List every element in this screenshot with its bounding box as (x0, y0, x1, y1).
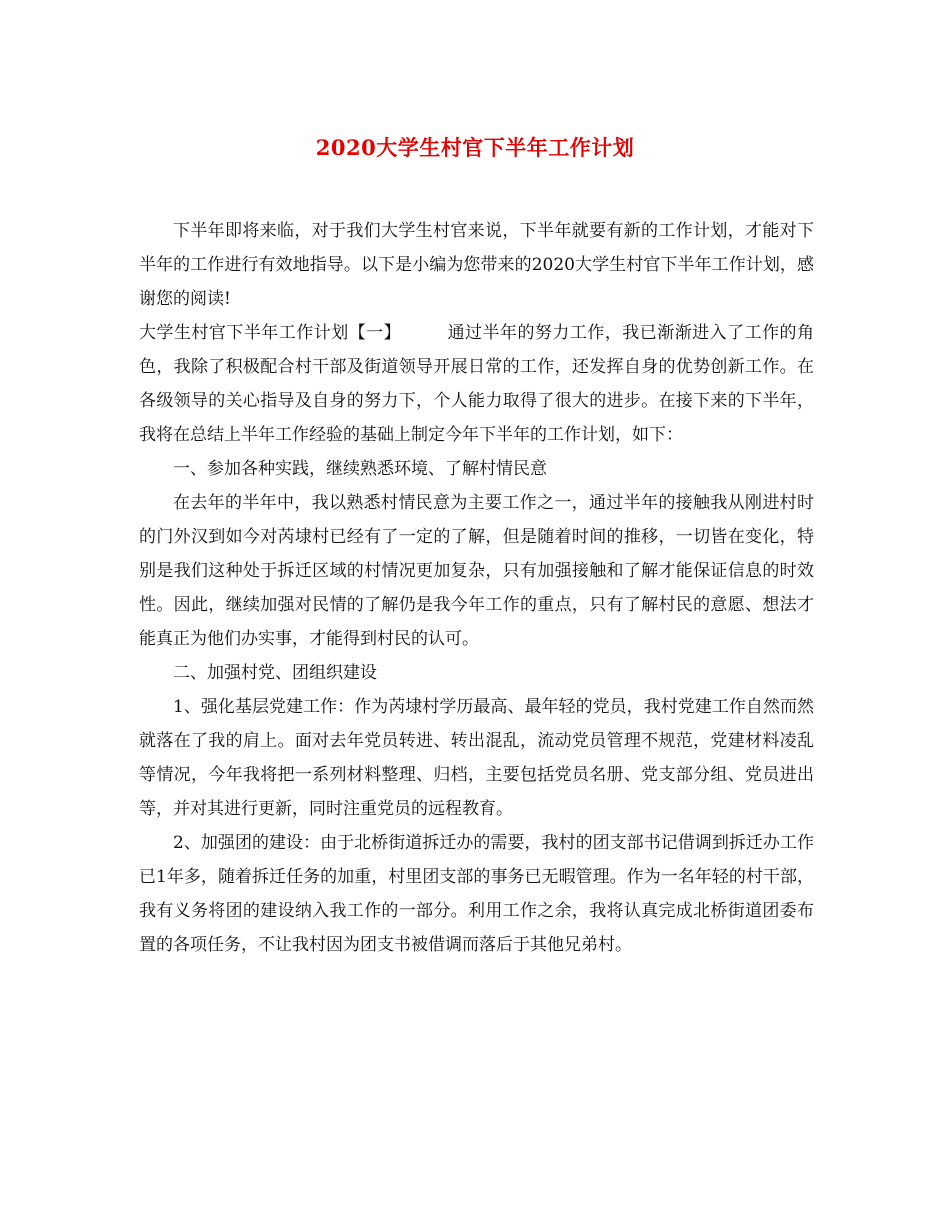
section-lead-text: 通过半年的努力工作，我已渐渐进入了工作的角色，我除了积极配合村干部及街道领导开展日常的工作，还发挥自身的优势创新工作。在各级领导的关心指导及自身的努力下，个人能力取得了很大的进步。在接下来的下半年，我将在总结上半年工作经验的基础上制定今年下半年的工作计划，如下： (139, 323, 815, 445)
point2-item1-paragraph: 1、强化基层党建工作：作为芮埭村学历最高、最年轻的党员，我村党建工作自然而然就落在了我的肩上。面对去年党员转进、转出混乱，流动党员管理不规范，党建材料凌乱等情况，今年我将把一系列材料整理、归档，主要包括党员名册、党支部分组、党员进出等，并对其进行更新，同时注重党员的远程教育。 (139, 697, 814, 819)
point1-heading: 一、参加各种实践，继续熟悉环境、了解村情民意 (173, 459, 547, 479)
document-body (139, 214, 814, 962)
point1-paragraph: 在去年的半年中，我以熟悉村情民意为主要工作之一，通过半年的接触我从刚进村时的门外汉到如今对芮埭村已经有了一定的了解，但是随着时间的推移，一切皆在变化，特别是我们这种处于拆迁区域的村情况更加复杂，只有加强接触和了解才能保证信息的时效性。因此，继续加强对民情的了解仍是我今年工作的重点，只有了解村民的意愿、想法才能真正为他们办实事，才能得到村民的认可。 (139, 493, 814, 649)
point2-heading: 二、加强村党、团组织建设 (173, 663, 377, 683)
section-heading: 大学生村官下半年工作计划【一】 (139, 323, 402, 343)
intro-paragraph: 下半年即将来临，对于我们大学生村官来说，下半年就要有新的工作计划，才能对下半年的工作进行有效地指导。以下是小编为您带来的2020大学生村官下半年工作计划，感谢您的阅读! (139, 221, 814, 309)
point2-item2-paragraph: 2、加强团的建设：由于北桥街道拆迁办的需要，我村的团支部书记借调到拆迁办工作已1年多，随着拆迁任务的加重，村里团支部的事务已无暇管理。作为一名年轻的村干部，我有义务将团的建设纳入我工作的一部分。利用工作之余，我将认真完成北桥街道团委布置的各项任务，不让我村因为团支书被借调而落后于其他兄弟村。 (139, 833, 814, 955)
section-paragraph (139, 316, 814, 452)
document-title: 2020大学生村官下半年工作计划 (315, 135, 635, 160)
